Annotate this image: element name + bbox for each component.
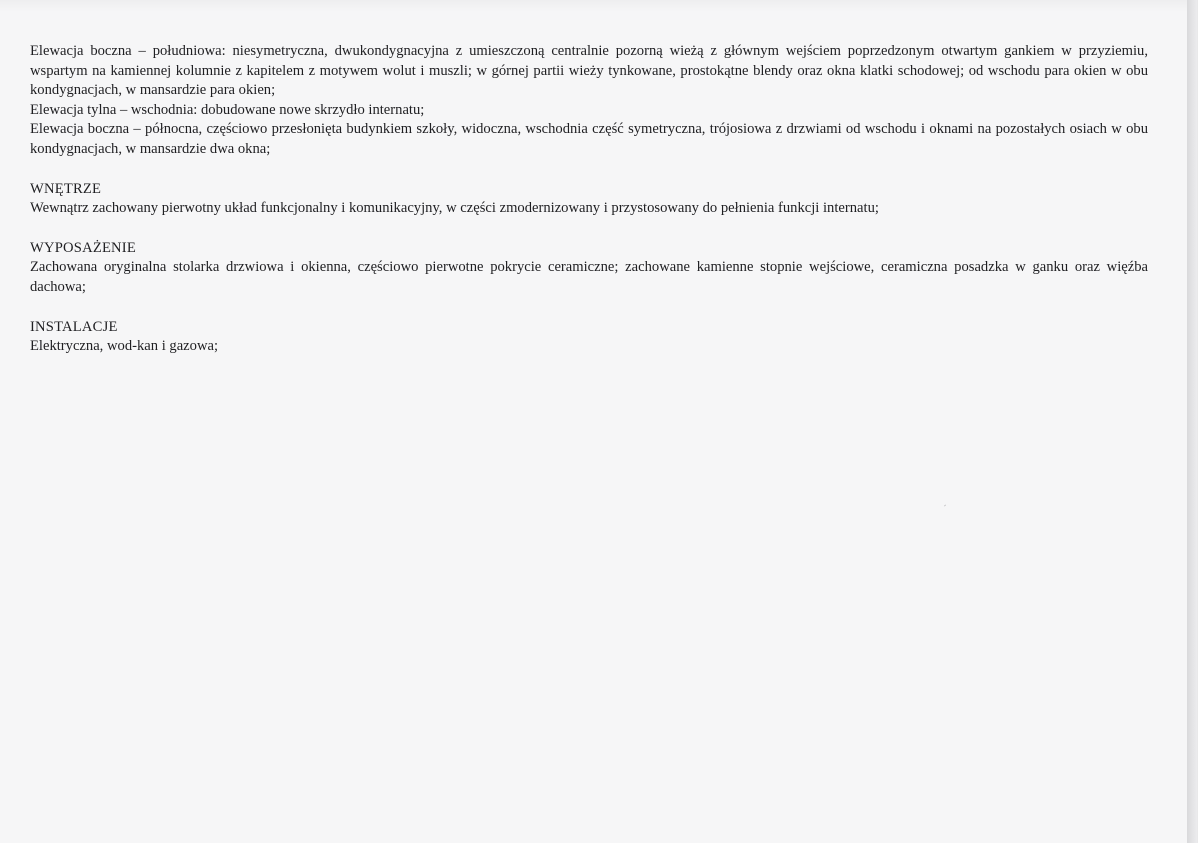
elevations-block [30, 42, 1148, 160]
interior-section [30, 180, 1148, 219]
elevation-east-paragraph: Elewacja tylna – wschodnia: dobudowane nowe skrzydło internatu; [30, 101, 425, 118]
installations-section [30, 318, 1148, 357]
equipment-heading: WYPOSAŻENIE [30, 239, 136, 256]
installations-paragraph: Elektryczna, wod-kan i gazowa; [30, 338, 219, 355]
equipment-section [30, 239, 1148, 298]
scan-speck [944, 504, 946, 506]
document-body [30, 42, 1148, 357]
equipment-paragraph: Zachowana oryginalna stolarka drzwiowa i okienna, częściowo pierwotne pokrycie ceramiczne; zachowane kamienne stopnie wejściowe, ceramiczna posadzka w ganku oraz więźba dachowa; [30, 259, 1148, 295]
scan-top-edge [0, 0, 1188, 12]
elevation-north-paragraph: Elewacja boczna – północna, częściowo przesłonięta budynkiem szkoły, widoczna, wschodnia część symetryczna, trójosiowa z drzwiami od wschodu i oknami na pozostałych osiach w obu kondygnacjach, w mansardzie dwa okna; [30, 121, 1148, 157]
interior-paragraph: Wewnątrz zachowany pierwotny układ funkcjonalny i komunikacyjny, w części zmodernizowany i przystosowany do pełnienia funkcji internatu; [30, 200, 879, 217]
interior-heading: WNĘTRZE [30, 180, 102, 197]
installations-heading: INSTALACJE [30, 318, 118, 335]
elevation-south-paragraph: Elewacja boczna – południowa: niesymetryczna, dwukondygnacyjna z umieszczoną centralnie pozorną wieżą z głównym wejściem poprzedzonym otwartym gankiem w przyziemiu, wspartym na kamiennej kolumnie z kapitelem z motywem wolut i muszli; w górnej partii wieży tynkowane, prostokątne blendy oraz okna klatki schodowej; od wschodu para okien w obu kondygnacjach, w mansardzie para okien; [30, 43, 1148, 99]
